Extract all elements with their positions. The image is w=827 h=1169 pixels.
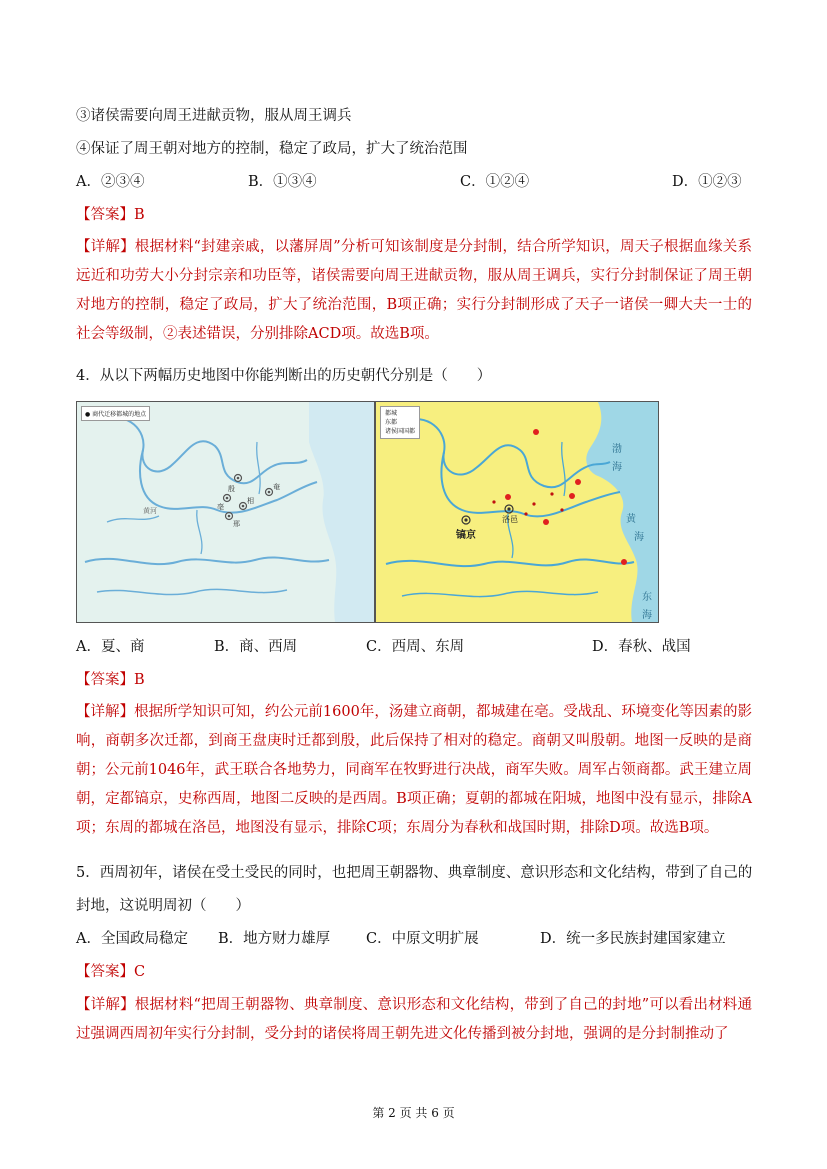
q4-question: 4．从以下两幅历史地图中你能判断出的历史朝代分别是（ ） xyxy=(76,368,492,384)
q5-option-b[interactable]: B．地方财力雄厚 xyxy=(218,931,331,947)
q5-detail: 【详解】根据材料“把周王朝器物、典章制度、意识形态和文化结构，带到了自己的封地”可以看出材料通过强调西周初年实行分封制，受分封的诸侯将周王朝先进文化传播到被分封地，强调的是分封制推动了 xyxy=(76,997,752,1042)
legend-vassal-capital: 诸侯国国都 xyxy=(385,428,416,435)
map1-river-label: 黄河 xyxy=(143,507,157,515)
q3-option-b[interactable]: B．①③④ xyxy=(248,174,317,190)
q3-option-d[interactable]: D．①②③ xyxy=(672,174,742,190)
map1-city-xing: 邢 xyxy=(233,520,240,528)
western-zhou-map xyxy=(375,401,659,623)
q3-detail: 【详解】根据材料“封建亲戚，以藩屏周”分析可知该制度是分封制，结合所学知识，周天子根据血缘关系远近和功劳大小分封宗亲和功臣等，诸侯需要向周王进献贡物，服从周王调兵，实行分封制保证了周王朝对地方的控制，稳定了政局，扩大了统治范围，B项正确；实行分封制形成了天子一诸侯一卿大夫一士的社会等级制，②表述错误，分别排除ACD项。故选B项。 xyxy=(76,239,752,342)
q3-option-c[interactable]: C．①②④ xyxy=(460,174,530,190)
map2-sea-label-3: 黄 xyxy=(626,514,636,525)
legend-capital: 都城 xyxy=(385,410,398,417)
map2-sea-label-5: 东 xyxy=(642,592,652,603)
map1-city-yin: 殷 xyxy=(228,485,235,493)
q4-option-b[interactable]: B．商、西周 xyxy=(214,639,298,655)
q4-option-a[interactable]: A．夏、商 xyxy=(76,639,145,655)
shang-map-graphic xyxy=(77,402,374,622)
q5-question-line2: 封地，这说明周初（ ） xyxy=(76,898,250,914)
map2-sea-label-2: 海 xyxy=(612,462,622,473)
shang-map-legend: ● 商代迁移都城的地点 xyxy=(81,406,150,421)
q4-option-c[interactable]: C．西周、东周 xyxy=(366,639,465,655)
q5-option-d[interactable]: D．统一多民族封建国家建立 xyxy=(540,931,726,947)
map1-city-yan: 奄 xyxy=(273,483,280,491)
q5-option-a[interactable]: A．全国政局稳定 xyxy=(76,931,188,947)
zhou-map-legend xyxy=(380,406,420,439)
map2-capital-haojing: 镐京 xyxy=(456,530,476,541)
shang-capitals-map xyxy=(76,401,375,623)
q4-answer: 【答案】B xyxy=(76,672,145,688)
map2-sea-label-1: 渤 xyxy=(612,444,622,455)
map2-capital-luoyi: 洛邑 xyxy=(502,515,518,524)
map1-city-xiang: 相 xyxy=(247,497,254,505)
map2-sea-label-6: 海 xyxy=(642,610,652,621)
q3-answer: 【答案】B xyxy=(76,207,145,223)
map2-sea-label-4: 海 xyxy=(634,532,644,543)
q3-option-a[interactable]: A．②③④ xyxy=(76,174,145,190)
q5-option-c[interactable]: C．中原文明扩展 xyxy=(366,931,479,947)
page-footer: 第 2 页 共 6 页 xyxy=(372,1106,455,1120)
q5-question-line1: 5．西周初年，诸侯在受土受民的同时，也把周王朝器物、典章制度、意识形态和文化结构，带到了自己的 xyxy=(76,865,753,881)
statement-4: ④保证了周王朝对地方的控制，稳定了政局，扩大了统治范围 xyxy=(76,141,468,157)
q5-answer: 【答案】C xyxy=(76,964,146,980)
legend-eastern-capital: 东都 xyxy=(385,419,398,426)
q4-option-d[interactable]: D．春秋、战国 xyxy=(592,639,691,655)
map1-city-bo: 亳 xyxy=(217,503,224,511)
q4-detail: 【详解】根据所学知识可知，约公元前1600年，汤建立商朝，都城建在亳。受战乱、环境变化等因素的影响，商朝多次迁都，到商王盘庚时迁都到殷，此后保持了相对的稳定。商朝又叫殷朝。地图一反映的是商朝；公元前1046年，武王联合各地势力，同商军在牧野进行决战，商军失败。周军占领商都。武王建立周朝，定都镐京，史称西周，地图二反映的是西周。B项正确；夏朝的都城在阳城，地图中没有显示，排除A项；东周的都城在洛邑，地图没有显示，排除C项；东周分为春秋和战国时期，排除D项。故选B项。 xyxy=(76,704,752,836)
statement-3: ③诸侯需要向周王进献贡物，服从周王调兵 xyxy=(76,108,352,124)
